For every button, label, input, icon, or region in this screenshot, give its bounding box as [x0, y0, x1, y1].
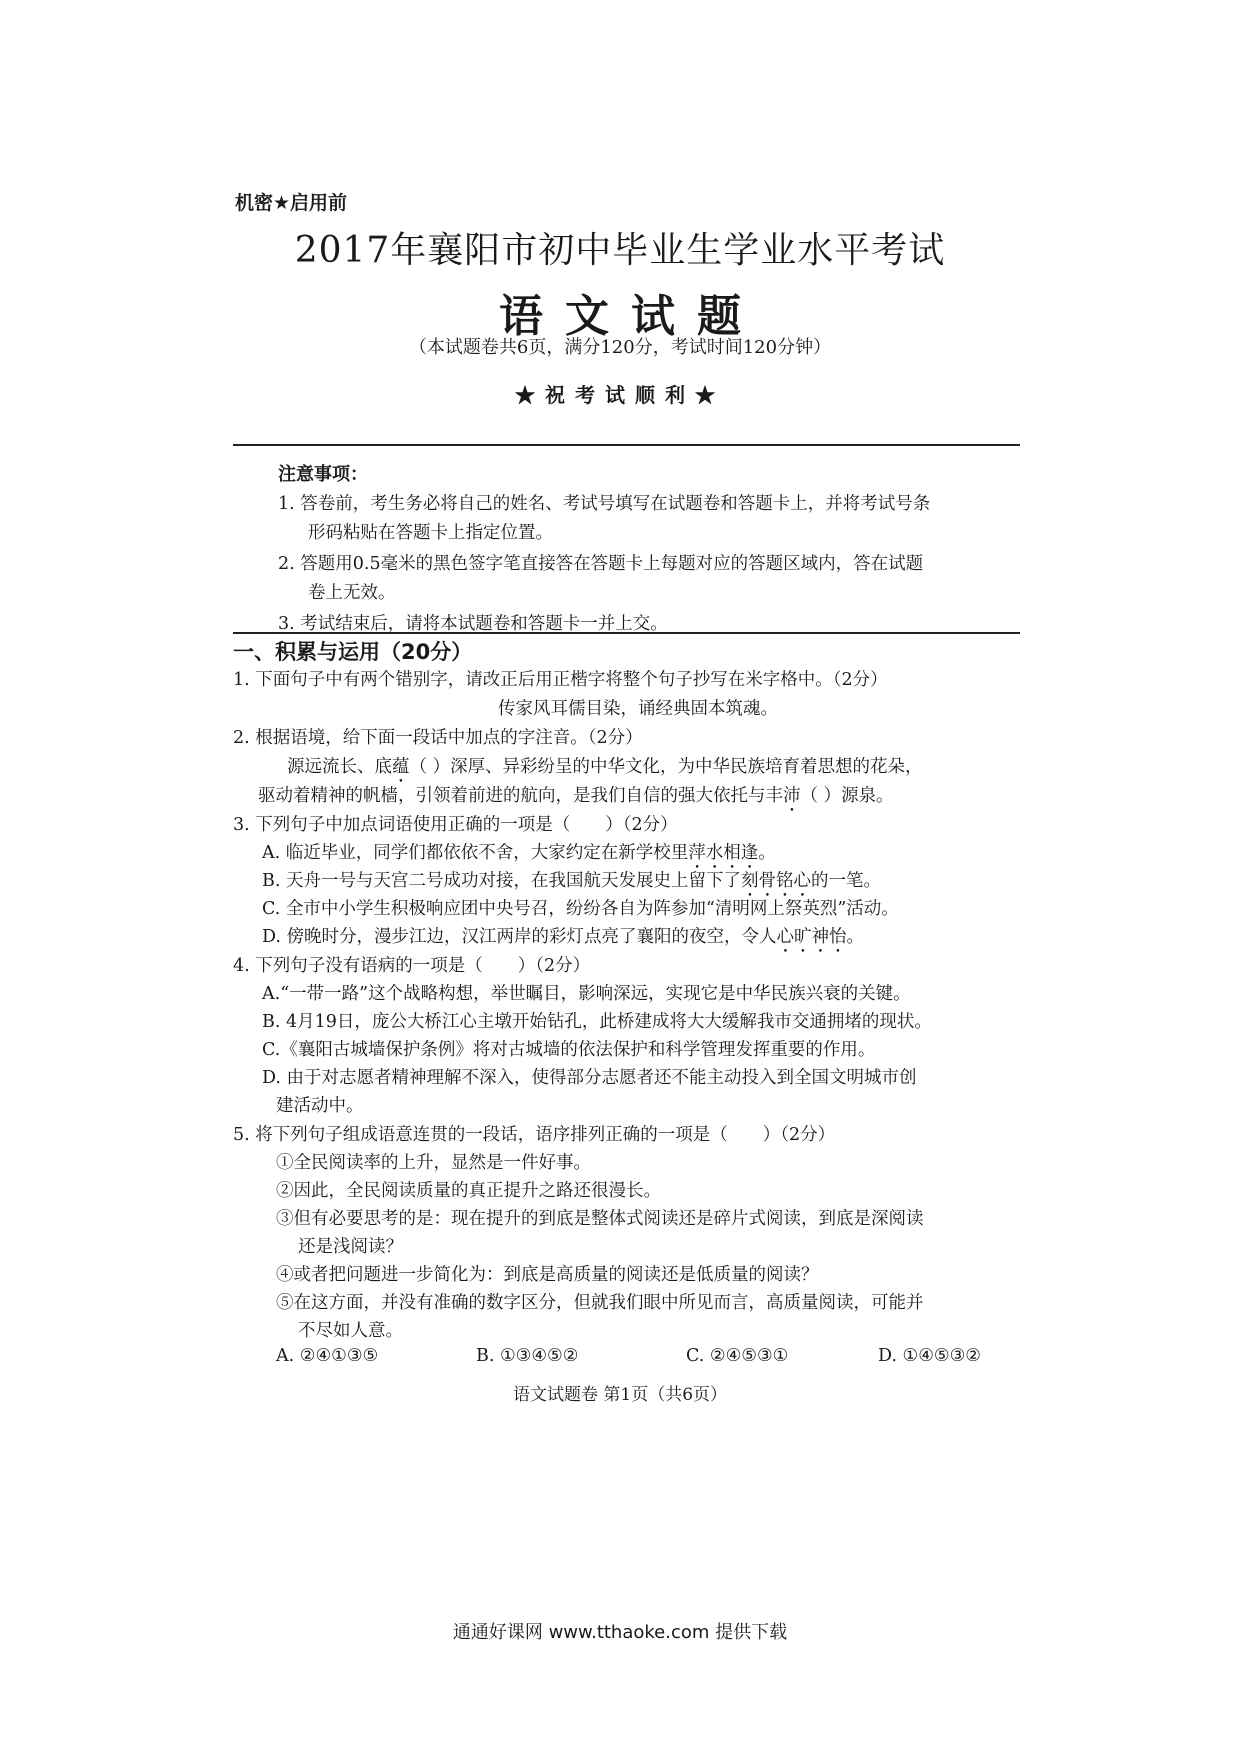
dotted-phrase: 心旷神怡 [776, 927, 847, 947]
passage-text: （ ）源泉。 [800, 786, 894, 806]
page-footer: 语文试题卷 第1页（共6页） [512, 1385, 728, 1405]
exam-title: 2017年襄阳市初中毕业生学业水平考试 [294, 230, 946, 271]
section-title: 一、积累与运用（20分） [233, 640, 473, 664]
notice-bottom-rule [233, 632, 1020, 634]
option-text: 。 [846, 927, 865, 947]
question-5-sentence-5-line-2: 不尽如人意。 [298, 1321, 403, 1341]
option-text: D. 傍晚时分，漫步江边，汉江两岸的彩灯点亮了襄阳的夜空，令人 [262, 927, 777, 947]
option-text: 的一笔。 [810, 871, 881, 891]
notice-item-1-line-2: 形码粘贴在答题卡上指定位置。 [308, 523, 553, 543]
option-text: B. 天舟一号与天宫二号成功对接，在我国航天发展史上留下了 [262, 871, 741, 891]
confidential-label: 机密★启用前 [235, 192, 348, 214]
question-4-option-b: B. 4月19日，庞公大桥江心主墩开始钻孔，此桥建成将大大缓解我市交通拥堵的现状。 [262, 1012, 932, 1032]
question-5-option-d: D. ①④⑤③② [878, 1346, 981, 1366]
question-5-option-b: B. ①③④⑤② [476, 1346, 579, 1366]
exam-info: （本试题卷共6页，满分120分，考试时间120分钟） [408, 337, 832, 358]
question-5-sentence-3-line-2: 还是浅阅读？ [298, 1237, 403, 1257]
dotted-char: 沛 [783, 786, 801, 806]
question-5-option-c: C. ②④⑤③① [686, 1346, 789, 1366]
notice-item-3: 3. 考试结束后，请将本试题卷和答题卡一并上交。 [278, 614, 668, 634]
option-text: A. 临近毕业，同学们都依依不舍，大家约定在新学校里 [262, 843, 689, 863]
notice-item-1-line-1: 1. 答卷前，考生务必将自己的姓名、考试号填写在试题卷和答题卡上，并将考试号条 [278, 494, 931, 514]
notice-item-2-line-1: 2. 答题用0.5毫米的黑色签字笔直接答在答题卡上每题对应的答题区域内，答在试题 [278, 554, 924, 574]
question-4-option-a: A.“一带一路”这个战略构想，举世瞩目，影响深远，实现它是中华民族兴衰的关键。 [262, 984, 911, 1004]
subject-title: 语文试题 [499, 291, 763, 342]
question-4-option-d-line-2: 建活动中。 [276, 1096, 364, 1116]
question-3-stem: 3. 下列句子中加点词语使用正确的一项是（ ）（2分） [233, 815, 678, 835]
question-1-sentence: 传家风耳儒目染，诵经典固本筑魂。 [498, 699, 778, 719]
question-4-stem: 4. 下列句子没有语病的一项是（ ）（2分） [233, 956, 591, 976]
question-5-sentence-3-line-1: ③但有必要思考的是：现在提升的到底是整体式阅读还是碎片式阅读，到底是深阅读 [276, 1209, 924, 1229]
question-5-sentence-4: ④或者把问题进一步简化为：到底是高质量的阅读还是低质量的阅读？ [276, 1265, 819, 1285]
download-watermark: 通通好课网 www.tthaoke.com 提供下载 [452, 1622, 788, 1643]
passage-text: （ ）深厚、异彩纷呈的中华文化，为中华民族培育着思想的花朵， [409, 757, 923, 777]
question-5-sentence-1: ①全民阅读率的上升，显然是一件好事。 [276, 1153, 591, 1173]
question-5-sentence-2: ②因此，全民阅读质量的真正提升之路还很漫长。 [276, 1181, 661, 1201]
notice-item-2-line-2: 卷上无效。 [308, 583, 396, 603]
dotted-phrase: 萍水相逢 [688, 843, 759, 863]
question-4-option-c: C.《襄阳古城墙保护条例》将对古城墙的依法保护和科学管理发挥重要的作用。 [262, 1040, 876, 1060]
blessing-line: ★祝考试顺利★ [515, 383, 725, 407]
passage-text: 源远流长、底 [287, 757, 392, 777]
question-3-option-c: C. 全市中小学生积极响应团中央号召，纷纷各自为阵参加“清明网上祭英烈”活动。 [262, 899, 899, 919]
notice-top-rule [233, 444, 1020, 446]
dotted-char: 蕴 [392, 757, 410, 777]
question-1-stem: 1. 下面句子中有两个错别字，请改正后用正楷字将整个句子抄写在米字格中。（2分） [233, 670, 888, 690]
question-4-option-d-line-1: D. 由于对志愿者精神理解不深入，使得部分志愿者还不能主动投入到全国文明城市创 [262, 1068, 917, 1088]
question-2-stem: 2. 根据语境，给下面一段话中加点的字注音。（2分） [233, 728, 643, 748]
option-text: 。 [758, 843, 776, 863]
question-5-option-a: A. ②④①③⑤ [276, 1346, 379, 1366]
notice-title: 注意事项： [278, 464, 368, 485]
passage-text: 驱动着精神的帆樯，引领着前进的航向，是我们自信的强大依托与丰 [258, 786, 783, 806]
dotted-phrase: 刻骨铭心 [740, 871, 811, 891]
question-5-sentence-5-line-1: ⑤在这方面，并没有准确的数字区分，但就我们眼中所见而言，高质量阅读，可能并 [276, 1293, 924, 1313]
question-5-stem: 5. 将下列句子组成语意连贯的一段话，语序排列正确的一项是（ ）（2分） [233, 1125, 836, 1145]
